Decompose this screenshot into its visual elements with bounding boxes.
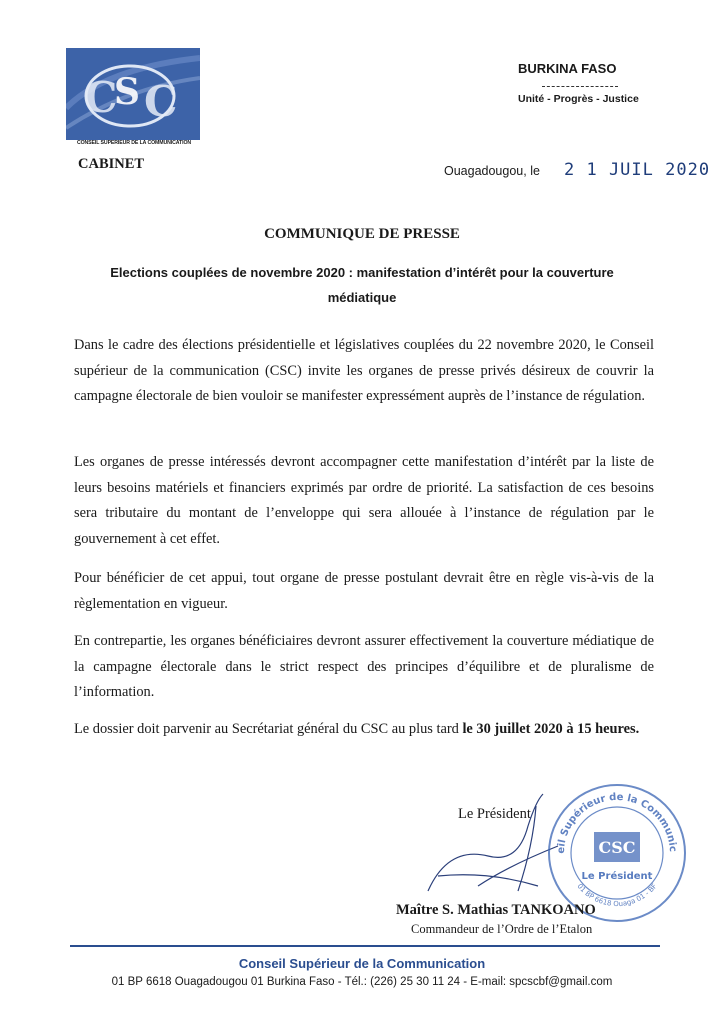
footer-organization: Conseil Supérieur de la Communication <box>238 956 486 971</box>
svg-text:C: C <box>144 77 178 126</box>
signatory-honor: Commandeur de l’Ordre de l’Etalon <box>411 922 593 936</box>
national-motto: Unité - Progrès - Justice <box>518 93 639 105</box>
svg-text:S: S <box>114 71 140 113</box>
body-paragraph: En contrepartie, les organes bénéficiaires devront assurer effectivement la couverture médiatique de la campagne électorale dans le strict respect des principes d’équilibre et de pluralisme de l’information. <box>74 633 654 700</box>
svg-text:CSC: CSC <box>598 838 636 857</box>
dateline-place: Ouagadougou, le <box>444 164 540 178</box>
footer-contact: 01 BP 6618 Ouagadougou 01 Burkina Faso - Tél.: (226) 25 30 11 24 - E-mail: spcscbf@gmail.com <box>111 976 613 988</box>
deadline-date: le 30 juillet 2020 à 15 heures. <box>462 721 640 737</box>
body-paragraph: Pour bénéficier de cet appui, tout organe de presse postulant devrait être en règle vis-à-vis de la règlementation en vigueur. <box>74 570 654 612</box>
document-subtitle: Elections couplées de novembre 2020 : manifestation d’intérêt pour la couverture médiatique <box>110 265 614 305</box>
logo-caption: CONSEIL SUPERIEUR DE LA COMMUNICATION <box>76 140 192 146</box>
svg-text:Le Président: Le Président <box>581 871 653 882</box>
document-title: COMMUNIQUE DE PRESSE <box>264 226 460 242</box>
svg-text:01 BP 6618 Ouaga 01 - BF: 01 BP 6618 Ouaga 01 - BF <box>575 882 659 909</box>
deadline-paragraph <box>74 717 654 743</box>
country-name: BURKINA FASO <box>518 61 617 76</box>
deadline-intro: Le dossier doit parvenir au Secrétariat général du CSC au plus tard <box>74 721 463 737</box>
footer-divider <box>70 945 660 947</box>
body-paragraph: Dans le cadre des élections présidentielle et législatives couplées du 22 novembre 2020, le Conseil supérieur de la communication (CSC) invite les organes de presse privés désireux de couvrir la campagne électorale de bien vouloir se manifester expressément auprès de l’instance de régulation. <box>74 337 654 404</box>
csc-logo <box>66 48 200 140</box>
department-label: CABINET <box>78 156 145 172</box>
date-stamp: 2 1 JUIL 2020 <box>564 160 711 180</box>
body-paragraph: Les organes de presse intéressés devront accompagner cette manifestation d’intérêt par la liste de leurs besoins matériels et financiers exprimés par ordre de priorité. La satisfaction de ces besoins sera tributaire du montant de l’enveloppe qui sera allouée à l’instance de régulation par le gouvernement à cet effet. <box>74 454 654 547</box>
signatory-role: Le Président <box>458 806 531 822</box>
svg-text:C: C <box>84 73 118 122</box>
svg-text:Conseil Supérieur de la Commun: eil Supérieur de la Communic <box>555 791 679 854</box>
signatory-name: Maître S. Mathias TANKOANO <box>396 902 596 918</box>
header-divider <box>542 86 618 87</box>
